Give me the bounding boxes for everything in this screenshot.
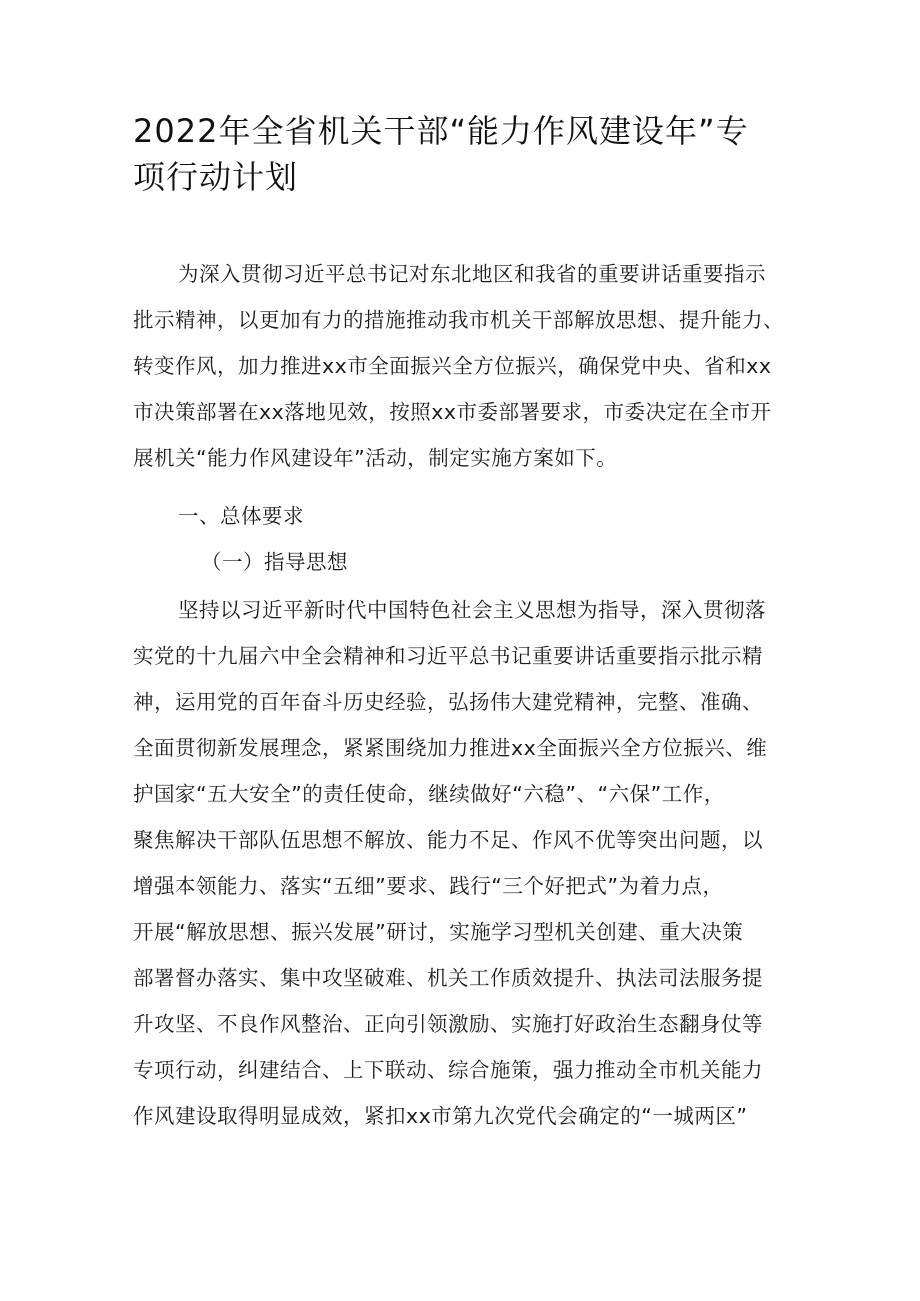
paragraph-line: 展机关“能力作风建设年”活动，制定实施方案如下。 bbox=[133, 446, 618, 470]
section-heading: 一、总体要求 bbox=[178, 504, 304, 528]
title-line: 2022年全省机关干部“能力作风建设年”专 bbox=[133, 112, 749, 150]
guidance-paragraph bbox=[133, 587, 803, 1139]
paragraph-line: 开展“解放思想、振兴发展”研讨，实施学习型机关创建、重大决策 bbox=[133, 920, 744, 944]
paragraph-line: 升攻坚、不良作风整治、正向引领激励、实施打好政治生态翻身仗等 bbox=[133, 1012, 763, 1036]
paragraph-line: 部署督办落实、集中攻坚破难、机关工作质效提升、执法司法服务提 bbox=[133, 966, 763, 990]
document-title bbox=[133, 108, 813, 200]
subsection-heading-block bbox=[133, 539, 803, 585]
paragraph-line: 作风建设取得明显成效，紧扣xx市第九次党代会确定的“一城两区” bbox=[133, 1104, 748, 1128]
paragraph-line: 增强本领能力、落实“五细”要求、践行“三个好把式”为着力点， bbox=[133, 874, 724, 898]
paragraph-line: 聚焦解决干部队伍思想不解放、能力不足、作风不优等突出问题，以 bbox=[133, 828, 763, 852]
subsection-heading: （一）指导思想 bbox=[201, 550, 348, 574]
paragraph-line: 神，运用党的百年奋斗历史经验，弘扬伟大建党精神，完整、准确、 bbox=[133, 690, 763, 714]
section-heading-block bbox=[133, 493, 803, 539]
paragraph-line: 实党的十九届六中全会精神和习近平总书记重要讲话重要指示批示精 bbox=[133, 644, 763, 668]
paragraph-line: 坚持以习近平新时代中国特色社会主义思想为指导，深入贯彻落 bbox=[178, 598, 766, 622]
paragraph-line: 护国家“五大安全”的责任使命，继续做好“六稳”、“六保”工作， bbox=[133, 782, 725, 806]
paragraph-line: 全面贯彻新发展理念，紧紧围绕加力推进xx全面振兴全方位振兴、维 bbox=[133, 736, 768, 760]
intro-paragraph bbox=[133, 251, 803, 481]
paragraph-line: 为深入贯彻习近平总书记对东北地区和我省的重要讲话重要指示 bbox=[178, 262, 766, 286]
paragraph-line: 市决策部署在xx落地见效，按照xx市委部署要求，市委决定在全市开 bbox=[133, 400, 772, 424]
paragraph-line: 批示精神，以更加有力的措施推动我市机关干部解放思想、提升能力、 bbox=[133, 308, 784, 332]
title-line: 项行动计划 bbox=[133, 158, 299, 196]
paragraph-line: 专项行动，纠建结合、上下联动、综合施策，强力推动全市机关能力 bbox=[133, 1058, 763, 1082]
paragraph-line: 转变作风，加力推进xx市全面振兴全方位振兴，确保党中央、省和xx bbox=[133, 354, 772, 378]
